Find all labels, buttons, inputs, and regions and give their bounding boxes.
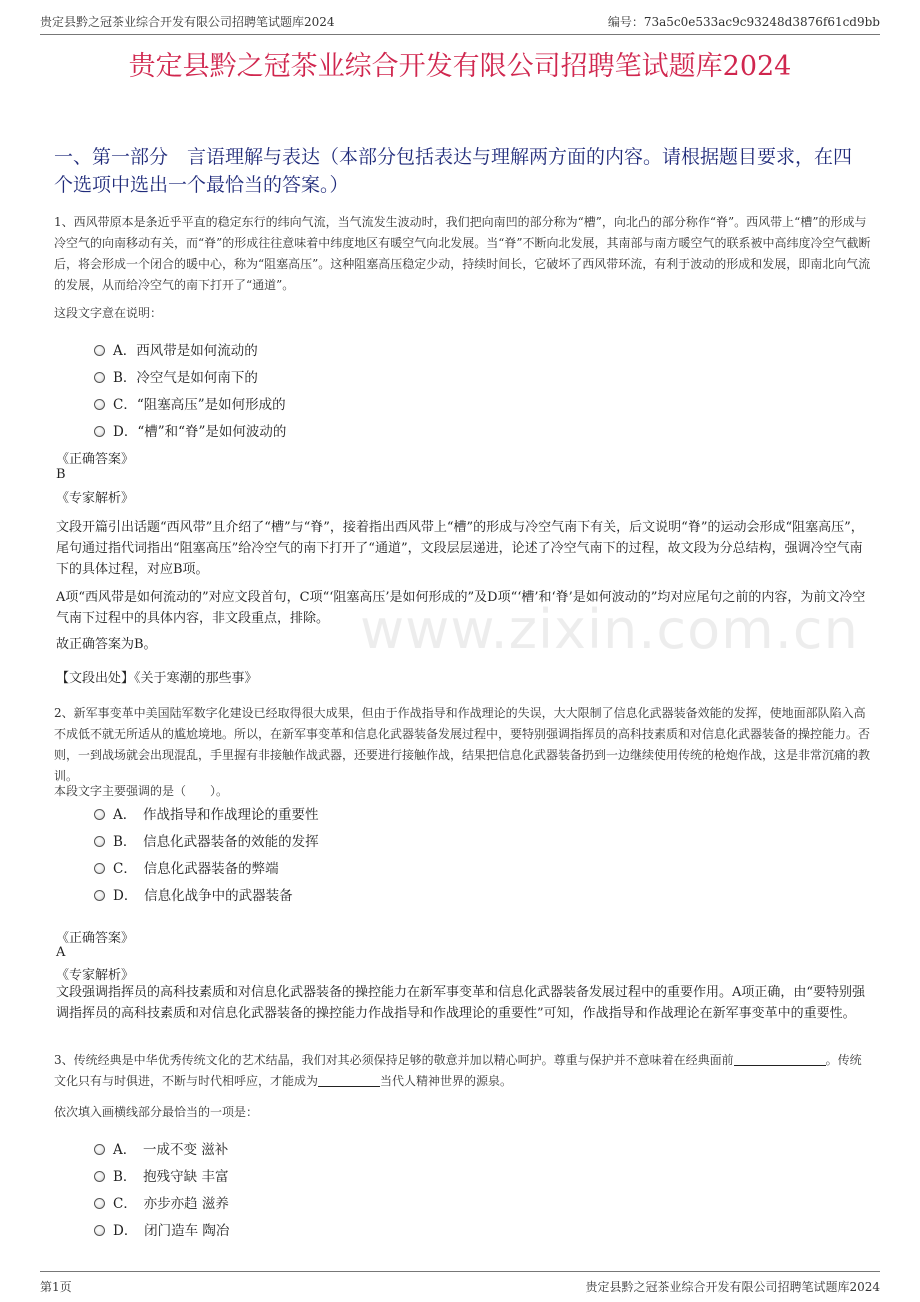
footer-doc-title: 贵定县黔之冠茶业综合开发有限公司招聘笔试题库2024 [585, 1280, 880, 1294]
q1-analysis-paragraph: A项“西风带是如何流动的”对应文段首句，C项“‘阻塞高压’是如何形成的”及D项“‘槽’和‘脊’是如何波动的”均对应尾句之前的内容，为前文冷空气南下过程中的具体内容，非文段重点，排除。 [56, 590, 866, 626]
q2-prompt: 本段文字主要强调的是（ ）。 [54, 784, 229, 798]
radio-icon[interactable] [94, 1198, 105, 1209]
q2-option-b[interactable]: B． 信息化武器装备的效能的发挥 [94, 830, 319, 850]
q2-answer: A [56, 945, 66, 960]
watermark: www.zixin.com.cn [360, 598, 859, 661]
q3-option-b[interactable]: B． 抱残守缺 丰富 [94, 1165, 228, 1185]
blank-line [318, 1073, 380, 1087]
q3-stem: 3、传统经典是中华优秀传统文化的艺术结晶，我们对其必须保持足够的敬意并加以精心呵护。尊重与保护并不意味着在经典面前 。传统文化只有与时俱进，不断与时代相呼应，才能成为 当代人精神世界的源泉。 [54, 1053, 862, 1088]
section-heading: 一、第一部分 言语理解与表达（本部分包括表达与理解两方面的内容。请根据题目要求，在四个选项中选出一个最恰当的答案。） [54, 146, 853, 196]
radio-icon[interactable] [94, 399, 105, 410]
radio-icon[interactable] [94, 890, 105, 901]
q1-analysis-label: 《专家解析》 [56, 491, 135, 506]
radio-icon[interactable] [94, 1171, 105, 1182]
page-number: 第1页 [40, 1280, 72, 1294]
q2-option-a[interactable]: A． 作战指导和作战理论的重要性 [94, 803, 319, 823]
header-doc-title: 贵定县黔之冠茶业综合开发有限公司招聘笔试题库2024 [40, 15, 335, 29]
radio-icon[interactable] [94, 426, 105, 437]
q3-prompt: 依次填入画横线部分最恰当的一项是： [54, 1105, 259, 1119]
radio-icon[interactable] [94, 1225, 105, 1236]
q2-option-d[interactable]: D． 信息化战争中的武器装备 [94, 884, 293, 904]
q1-prompt: 这段文字意在说明： [54, 306, 163, 320]
q1-conclusion: 故正确答案为B。 [56, 637, 157, 652]
q3-option-a[interactable]: A． 一成不变 滋补 [94, 1138, 228, 1158]
q1-option-c[interactable]: C．“阻塞高压”是如何形成的 [94, 393, 286, 413]
q3-option-c[interactable]: C． 亦步亦趋 滋养 [94, 1192, 229, 1212]
radio-icon[interactable] [94, 809, 105, 820]
q1-answer-label: 《正确答案》 [56, 452, 135, 467]
q2-option-c[interactable]: C． 信息化武器装备的弊端 [94, 857, 279, 877]
page-header [40, 0, 880, 35]
q1-source: 【文段出处】《关于寒潮的那些事》 [56, 671, 258, 686]
q1-stem: 1、西风带原本是条近乎平直的稳定东行的纬向气流，当气流发生波动时，我们把向南凹的部分称为“槽”，向北凸的部分称作“脊”。西风带上“槽”的形成与冷空气的向南移动有关，而“脊”的形成往往意味着中纬度地区有暖空气向北发展。当“脊”不断向北发展，其南部与南方暖空气的联系被中高纬度冷空气截断后，将会形成一个闭合的暖中心，称为“阻塞高压”。这种阻塞高压稳定少动，持续时间长，它破坏了西风带环流，有利于波动的形成和发展，即南北向气流的发展，从而给冷空气的南下打开了“通道”。 [54, 215, 871, 292]
q1-option-a[interactable]: A．西风带是如何流动的 [94, 339, 258, 359]
radio-icon[interactable] [94, 863, 105, 874]
radio-icon[interactable] [94, 372, 105, 383]
page-title: 贵定县黔之冠茶业综合开发有限公司招聘笔试题库2024 [128, 51, 792, 82]
q3-option-d[interactable]: D． 闭门造车 陶冶 [94, 1219, 229, 1239]
radio-icon[interactable] [94, 345, 105, 356]
q1-option-d[interactable]: D．“槽”和“脊”是如何波动的 [94, 420, 286, 440]
q1-analysis-paragraph: 文段开篇引出话题“西风带”且介绍了“槽”与“脊”，接着指出西风带上“槽”的形成与冷空气南下有关，后文说明“脊”的运动会形成“阻塞高压”，尾句通过指代词指出“阻塞高压”给冷空气的南下打开了“通道”，文段层层递进，论述了冷空气南下的过程，故文段为分总结构，强调冷空气南下的具体过程，对应B项。 [56, 520, 864, 577]
header-doc-id: 编号：73a5c0e533ac9c93248d3876f61cd9bb [607, 15, 880, 29]
q1-answer: B [56, 467, 66, 482]
page-footer [40, 1271, 880, 1302]
q2-analysis: 文段强调指挥员的高科技素质和对信息化武器装备的操控能力在新军事变革和信息化武器装备发展过程中的重要作用。A项正确，由“要特别强调指挥员的高科技素质和对信息化武器装备的操控能力作战指导和作战理论的重要性”可知，作战指导和作战理论在新军事变革中的重要性。 [56, 985, 866, 1021]
q2-analysis-label: 《专家解析》 [56, 968, 135, 983]
q2-answer-label: 《正确答案》 [56, 931, 135, 946]
q1-option-b[interactable]: B．冷空气是如何南下的 [94, 366, 258, 386]
radio-icon[interactable] [94, 1144, 105, 1155]
blank-line [734, 1052, 826, 1066]
q2-stem: 2、新军事变革中美国陆军数字化建设已经取得很大成果，但由于作战指导和作战理论的失误，大大限制了信息化武器装备效能的发挥，使地面部队陷入高不成低不就无所适从的尴尬境地。所以，在新军事变革和信息化武器装备发展过程中，要特别强调指挥员的高科技素质和对信息化武器装备的操控能力。否则，一到战场就会出现混乱，手里握有非接触作战武器，还要进行接触作战，结果把信息化武器装备扔到一边继续使用传统的枪炮作战，这是非常沉痛的教训。 [54, 706, 871, 783]
radio-icon[interactable] [94, 836, 105, 847]
